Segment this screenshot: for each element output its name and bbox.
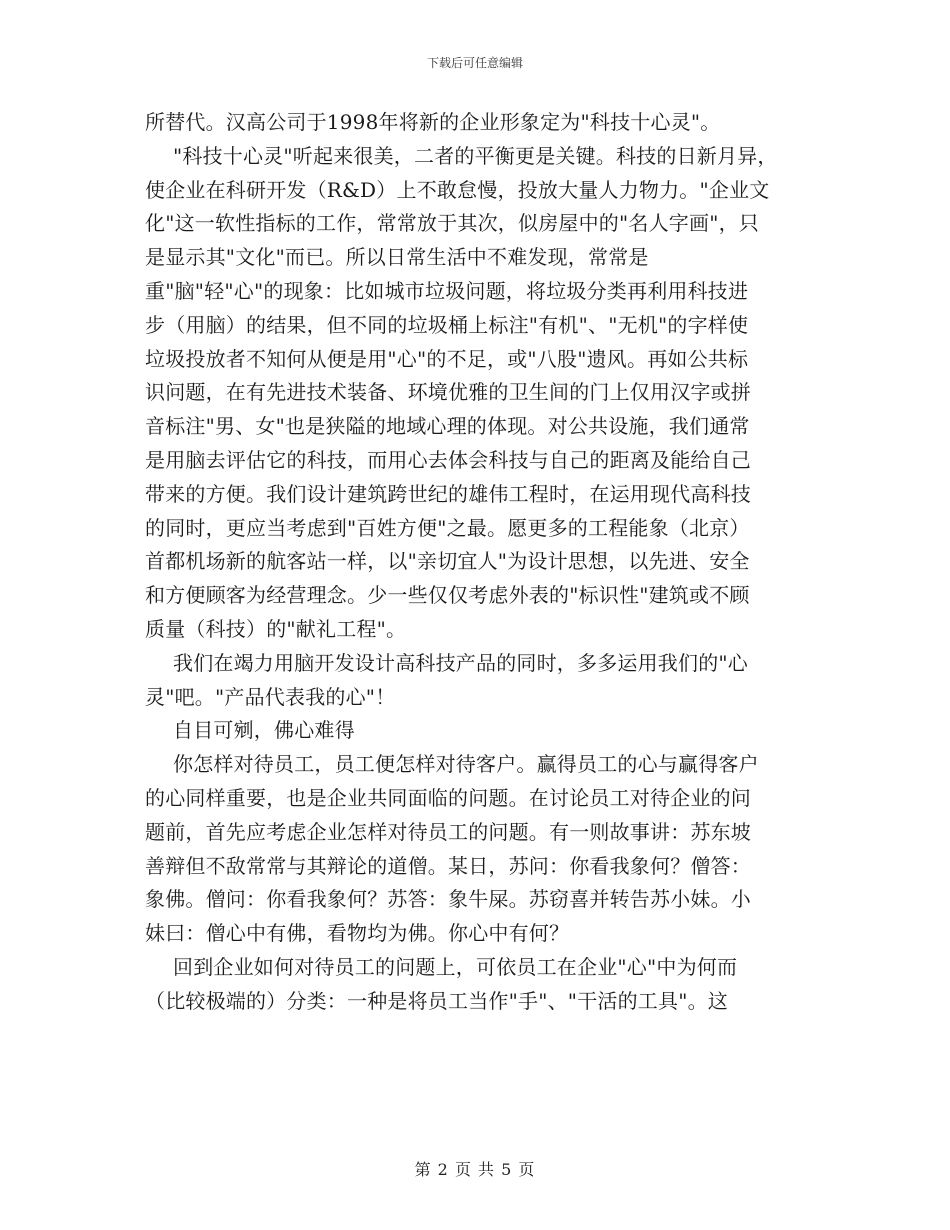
text-line: 使企业在科研开发（R&D）上不敢怠慢，投放大量人力物力。"企业文 [145,177,770,202]
text-line: 回到企业如何对待员工的问题上，可依员工在企业"心"中为何而 [173,954,738,979]
text-line: （比较极端的）分类：一种是将员工当作"手"、"干活的工具"。这 [145,988,728,1013]
text-line: 善辩但不敌常常与其辩论的道僧。某日，苏问：你看我象何？僧答： [145,853,751,878]
text-line: 重"脑"轻"心"的现象：比如城市垃圾问题，将垃圾分类再利用科技进 [145,278,749,303]
document-body [145,106,805,1019]
text-line: 的同时，更应当考虑到"百姓方便"之最。愿更多的工程能象（北京） [145,515,750,540]
text-line: 题前，首先应考虑企业怎样对待员工的问题。有一则故事讲：苏东坡 [145,819,751,844]
text-line: 象佛。僧问：你看我象何？苏答：象牛屎。苏窃喜并转告苏小妹。小 [145,887,751,912]
text-line: 步（用脑）的结果，但不同的垃圾桶上标注"有机"、"无机"的字样使 [145,312,749,337]
text-line: 是显示其"文化"而已。所以日常生活中不难发现，常常是 [145,245,649,270]
text-line: 带来的方便。我们设计建筑跨世纪的雄伟工程时，在运用现代高科技 [145,481,751,506]
text-line: 垃圾投放者不知何从便是用"心"的不足，或"八股"遗风。再如公共标 [145,346,749,371]
text-line: 所替代。汉高公司于1998年将新的企业形象定为"科技十心灵"。 [145,110,721,134]
text-line: 自目可剜，佛心难得 [173,718,355,743]
text-line: 你怎样对待员工，员工便怎样对待客户。赢得员工的心与赢得客户 [173,752,759,777]
text-line: 是用脑去评估它的科技，而用心去体会科技与自己的距离及能给自己 [145,447,751,472]
text-line: 和方便顾客为经营理念。少一些仅仅考虑外表的"标识性"建筑或不顾 [145,583,750,608]
text-line: 灵"吧。"产品代表我的心"！ [145,684,396,709]
text-line: 首都机场新的航客站一样，以"亲切宜人"为设计思想，以先进、安全 [145,549,750,574]
text-line: 我们在竭力用脑开发设计高科技产品的同时，多多运用我们的"心 [173,650,748,675]
text-line: 质量（科技）的"献礼工程"。 [145,616,407,641]
text-line: 化"这一软性指标的工作，常常放于其次，似房屋中的"名人字画"，只 [145,211,759,236]
text-line: 识问题，在有先进技术装备、环境优雅的卫生间的门上仅用汉字或拼 [145,380,751,405]
text-line: 的心同样重要，也是企业共同面临的问题。在讨论员工对待企业的问 [145,785,751,810]
text-line: "科技十心灵"听起来很美，二者的平衡更是关键。科技的日新月异， [173,143,778,168]
text-line: 音标注"男、女"也是狭隘的地域心理的体现。对公共设施，我们通常 [145,414,750,439]
page-header: 下载后可任意编辑 [426,56,523,70]
page-footer: 第 2 页 共 5 页 [414,1160,536,1179]
text-line: 妹曰：僧心中有佛，看物均为佛。你心中有何？ [145,921,570,946]
